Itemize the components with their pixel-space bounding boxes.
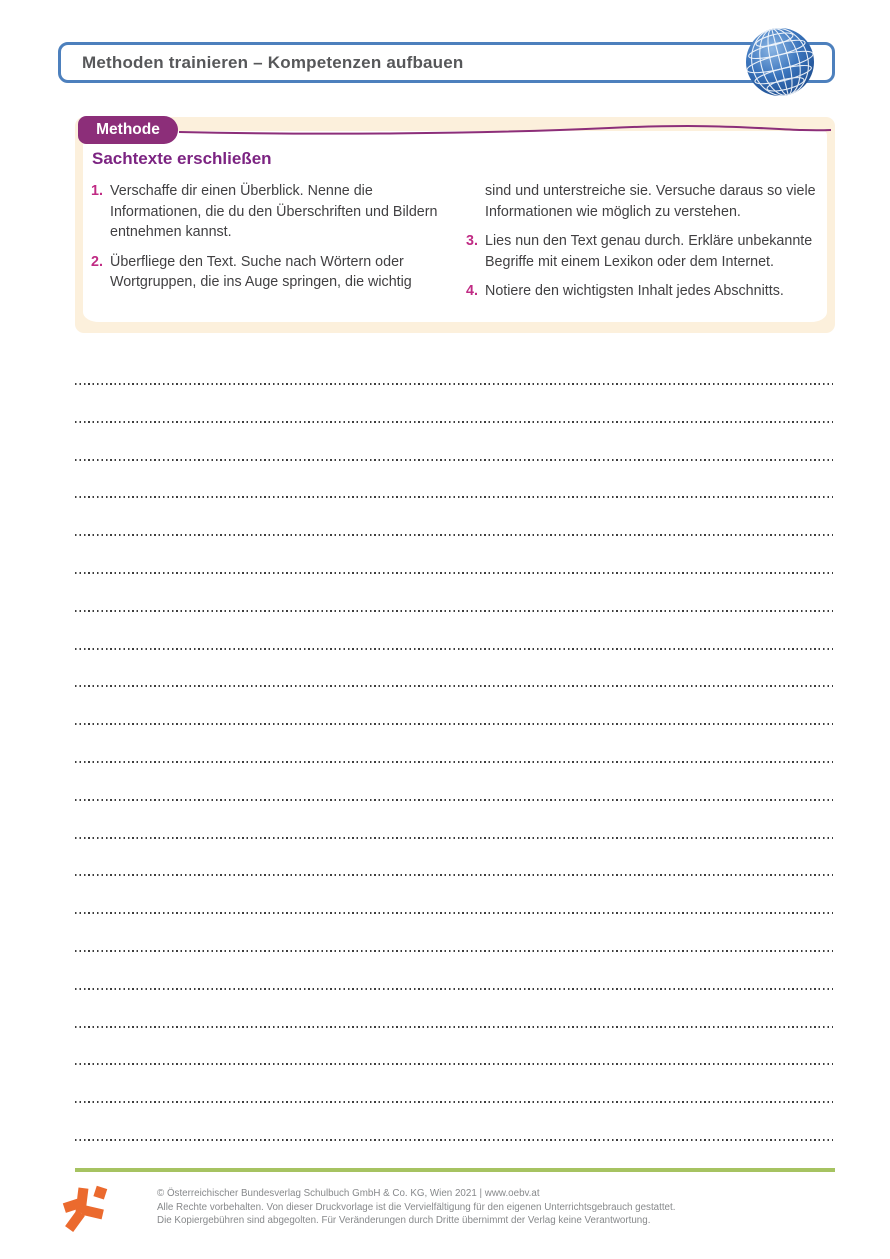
writing-line <box>75 534 833 536</box>
writing-line <box>75 648 833 650</box>
method-column-right <box>466 181 823 311</box>
footer-line: Alle Rechte vorbehalten. Von dieser Druckvorlage ist die Vervielfältigung für den eigenen Unterrichtsgebrauch gestattet. <box>157 1201 676 1213</box>
writing-line <box>75 1139 833 1141</box>
wavy-divider-line <box>179 122 831 138</box>
writing-line <box>75 685 833 687</box>
method-step-text: Verschaffe dir einen Überblick. Nenne die Informationen, die du den Überschriften und Bildern entnehmen kannst. <box>110 183 438 241</box>
method-step <box>91 252 448 293</box>
method-step-text: sind und unterstreiche sie. Versuche daraus so viele Informationen wie möglich zu verstehen. <box>485 183 816 220</box>
footer-rule <box>75 1168 835 1172</box>
footer-line: © Österreichischer Bundesverlag Schulbuch GmbH & Co. KG, Wien 2021 | www.oebv.at <box>157 1188 540 1199</box>
method-badge-label: Methode <box>96 121 160 138</box>
method-step-number: 2. <box>91 253 103 270</box>
method-step-text: Notiere den wichtigsten Inhalt jedes Abschnitts. <box>485 283 784 300</box>
method-step <box>466 231 823 272</box>
writing-line <box>75 459 833 461</box>
method-step <box>466 181 823 222</box>
method-title: Sachtexte erschließen <box>92 149 272 168</box>
method-step-text: Überfliege den Text. Suche nach Wörtern oder Wortgruppen, die ins Auge springen, die wichtig <box>110 253 412 291</box>
writing-line <box>75 421 833 423</box>
writing-line <box>75 572 833 574</box>
page-header <box>58 42 835 83</box>
method-badge <box>78 116 178 144</box>
method-content <box>91 149 823 311</box>
writing-line <box>75 1026 833 1028</box>
footer-line: Die Kopiergebühren sind abgegolten. Für Veränderungen durch Dritte übernimmt der Verlag keine Verantwortung. <box>157 1215 651 1227</box>
writing-line <box>75 610 833 612</box>
writing-line <box>75 383 833 385</box>
writing-line <box>75 874 833 876</box>
method-columns <box>91 181 823 311</box>
writing-line <box>75 1101 833 1103</box>
writing-line <box>75 950 833 952</box>
writing-line <box>75 761 833 763</box>
writing-line <box>75 496 833 498</box>
method-column-left <box>91 181 448 311</box>
method-box <box>75 117 835 333</box>
globe-icon <box>744 26 816 98</box>
writing-line <box>75 1063 833 1065</box>
method-step <box>466 281 823 302</box>
writing-line <box>75 912 833 914</box>
writing-line <box>75 723 833 725</box>
method-step <box>91 181 448 243</box>
method-step-number: 3. <box>466 233 478 250</box>
writing-line <box>75 799 833 801</box>
writing-line <box>75 988 833 990</box>
method-step-text: Lies nun den Text genau durch. Erkläre unbekannte Begriffe mit einem Lexikon oder dem Internet. <box>485 233 813 270</box>
footer-copyright <box>157 1187 797 1228</box>
method-step-number: 1. <box>91 183 103 199</box>
method-step-number: 4. <box>466 283 478 300</box>
writing-line <box>75 837 833 839</box>
page-title: Methoden trainieren – Kompetenzen aufbauen <box>82 52 464 72</box>
oebv-asterisk-logo <box>61 1184 111 1234</box>
